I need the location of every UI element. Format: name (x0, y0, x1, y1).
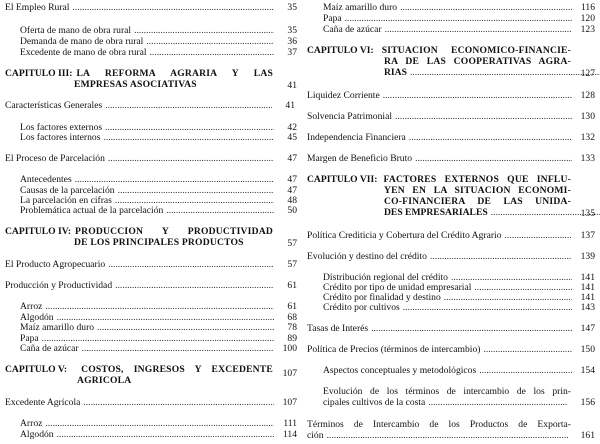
toc-entry-title: Producción y Productividad (5, 280, 113, 291)
toc-page: 57 (287, 238, 297, 249)
toc-entry (20, 301, 297, 312)
chapter-heading (5, 364, 297, 386)
toc-entry (323, 365, 595, 376)
toc-entry-title: Arroz (20, 301, 43, 312)
toc-leader (83, 397, 274, 408)
toc-page: 139 (580, 251, 595, 262)
toc-entry-title: Algodón (20, 312, 54, 323)
toc-page: 147 (580, 323, 595, 334)
toc-page: 161 (580, 430, 595, 441)
toc-entry-title: Maíz amarillo duro (20, 322, 95, 333)
toc-page: 41 (285, 100, 295, 111)
toc-page: 35 (287, 2, 297, 13)
toc-entry-title: Antecedentes (20, 174, 72, 185)
toc-leader (166, 205, 274, 216)
toc-page: 35 (287, 25, 297, 36)
toc-page: 37 (287, 47, 297, 58)
toc-leader (146, 36, 274, 47)
toc-entry (307, 323, 595, 334)
chapter-title-line: FACTORES EXTERNOS QUE INFLU- (383, 174, 571, 185)
toc-leader (108, 259, 274, 270)
toc-leader (407, 67, 600, 78)
toc-leader (327, 430, 568, 441)
toc-entry (323, 2, 595, 13)
chapter-label: CAPITULO VII: (307, 174, 378, 185)
toc-entry (5, 397, 297, 408)
toc-page: 50 (287, 205, 297, 216)
toc-entry-title: El Producto Agropecuario (5, 259, 106, 270)
chapter-title-line: RIAS (384, 67, 407, 78)
toc-leader (150, 47, 274, 58)
toc-entry (5, 100, 295, 111)
toc-entry-title: Política Crediticia y Cobertura del Crédito Agrario (307, 230, 502, 241)
toc-page: 89 (287, 333, 297, 344)
toc-page: 47 (287, 153, 297, 164)
toc-entry-title-line: ción . . . (307, 430, 571, 441)
toc-leader (75, 174, 274, 185)
toc-entry-title: Caña de azúcar (323, 24, 382, 35)
toc-leader (45, 301, 274, 312)
toc-page: 141 (580, 272, 595, 283)
chapter-title-line: DES EMPRESARIALES (384, 207, 488, 218)
chapter-label: CAPITULO V: (5, 364, 68, 375)
toc-page: 150 (580, 344, 595, 355)
toc-entry (5, 2, 297, 13)
toc-page: 143 (580, 302, 595, 313)
toc-leader (82, 343, 274, 354)
toc-entry (20, 36, 297, 47)
toc-entry-title: Oferta de mano de obra rural (20, 25, 132, 36)
toc-leader (134, 25, 274, 36)
toc-leader (395, 111, 572, 122)
toc-page: 61 (287, 280, 297, 291)
toc-leader (371, 323, 572, 334)
toc-entry-title: Liquidez Corriente (307, 90, 380, 101)
toc-page: 120 (580, 13, 595, 24)
toc-entry-title: Excedente Agrícola (5, 397, 81, 408)
toc-leader (45, 418, 274, 429)
toc-entry-title: Excedente de mano de obra rural (20, 47, 147, 58)
chapter-label: CAPITULO III: (5, 68, 73, 79)
toc-leader (97, 322, 274, 333)
toc-entry (307, 230, 595, 241)
toc-page: 156 (580, 397, 595, 408)
toc-entry-title: Papa (323, 13, 342, 24)
toc-leader (108, 153, 274, 164)
chapter-heading (5, 226, 297, 248)
toc-page: 154 (580, 365, 595, 376)
chapter-label: CAPITULO IV: (5, 226, 72, 237)
toc-page: 114 (282, 429, 297, 440)
toc-entry-title: Distribución regional del crédito (323, 272, 448, 283)
toc-leader (505, 230, 573, 241)
toc-entry-title: Los factores internos (20, 132, 101, 143)
toc-entry (20, 205, 297, 216)
toc-page: 36 (287, 36, 297, 47)
toc-entry-title: Algodón (20, 429, 54, 440)
toc-leader (483, 344, 572, 355)
toc-entry-title-line: Evolución de los términos de intercambio de los prin- (323, 386, 571, 397)
toc-page: 47 (287, 185, 297, 196)
toc-entry-title: Evolución y destino del crédito (307, 251, 427, 262)
toc-page: 45 (287, 132, 297, 143)
toc-entry (20, 25, 297, 36)
toc-page: 78 (287, 322, 297, 333)
toc-leader (72, 2, 274, 13)
toc-leader (403, 302, 572, 313)
chapter-title-line: SITUACION ECONOMICO-FINANCIE- (381, 45, 571, 56)
toc-leader (103, 132, 274, 143)
toc-entry-title: Problemática actual de la parcelación (20, 205, 164, 216)
toc-page: 100 (282, 343, 297, 354)
toc-entry (20, 343, 297, 354)
toc-entry (307, 90, 595, 101)
toc-entry-title: Crédito por finalidad y destino (323, 292, 441, 303)
chapter-title-line: RA DE LAS COOPERATIVAS AGRA- (384, 56, 571, 67)
toc-entry-title: Papa (20, 333, 39, 344)
chapter-label: CAPITULO VI: (307, 45, 374, 56)
toc-entry-title: El Proceso de Parcelación (5, 153, 105, 164)
toc-leader (385, 24, 572, 35)
toc-entry-title: Independencia Financiera (307, 132, 406, 143)
toc-leader (57, 429, 274, 440)
toc-leader (345, 13, 572, 24)
chapter-title-line: PRODUCCION Y PRODUCTIVIDAD (75, 226, 273, 237)
chapter-heading (5, 68, 297, 90)
toc-entry-title: Crédito por cultivos (323, 302, 400, 313)
toc-entry (20, 429, 297, 440)
toc-entry-title: Arroz (20, 418, 43, 429)
chapter-title-line: EMPRESAS ASOCIATIVAS (74, 79, 197, 90)
toc-entry (323, 24, 595, 35)
toc-entry-multiline (307, 419, 595, 441)
toc-page: 61 (287, 301, 297, 312)
toc-entry (20, 132, 297, 143)
toc-page: 41 (287, 80, 297, 91)
chapter-title-line: COSTOS, INGRESOS Y EXCEDENTE (81, 364, 273, 375)
toc-page: 111 (283, 418, 297, 429)
toc-entry (20, 174, 297, 185)
toc-page: 141 (580, 282, 595, 293)
toc-entry (323, 302, 595, 313)
toc-leader (409, 132, 572, 143)
toc-entry-title: Solvencia Patrimonial (307, 111, 392, 122)
toc-page: 128 (580, 90, 595, 101)
toc-entry (307, 251, 595, 262)
chapter-title-line: CO-FINANCIERA DE LAS UNIDA- (384, 196, 571, 207)
toc-leader (400, 2, 572, 13)
toc-entry (5, 153, 297, 164)
chapter-title-line: YEN EN LA SITUACION ECONOMI- (384, 185, 571, 196)
toc-entry-title: Aspectos conceptuales y metodológicos (323, 365, 477, 376)
chapter-heading (307, 174, 595, 218)
toc-entry-title: Tasas de Interés (307, 323, 369, 334)
toc-entry-title: Caña de azúcar (20, 343, 79, 354)
toc-page: 141 (580, 292, 595, 303)
toc-leader (415, 153, 572, 164)
toc-entry-title: Crédito por tipo de unidad empresarial (323, 282, 472, 293)
toc-entry-title: Maíz amarillo duro (323, 2, 398, 13)
toc-page: 137 (580, 230, 595, 241)
toc-page: 123 (580, 24, 595, 35)
toc-page: 135 (580, 208, 595, 219)
toc-entry-title: Demanda de mano de obra rural (20, 36, 144, 47)
chapter-heading (307, 45, 595, 78)
toc-page: 132 (580, 132, 595, 143)
chapter-title-line: AGRICOLA (77, 375, 132, 386)
toc-page: 130 (580, 111, 595, 122)
toc-entry (307, 153, 595, 164)
toc-page: 68 (287, 312, 297, 323)
toc-page: 48 (287, 195, 297, 206)
toc-entry (20, 322, 297, 333)
toc-page: 107 (282, 368, 297, 379)
toc-leader (105, 100, 272, 111)
toc-entry-title: Características Generales (5, 100, 103, 111)
toc-entry (307, 344, 595, 355)
toc-entry-title: Causas de la parcelación (20, 185, 115, 196)
toc-entry-multiline (323, 386, 595, 408)
toc-entry-title: Política de Precios (términos de intercambio) (307, 344, 481, 355)
toc-leader (383, 90, 572, 101)
toc-leader (428, 397, 568, 408)
toc-page: 107 (282, 397, 297, 408)
toc-entry (323, 13, 595, 24)
toc-page: 57 (287, 259, 297, 270)
toc-entry-title: El Empleo Rural (5, 2, 70, 13)
toc-entry-title-line: Términos de Intercambio de los Productos de Exporta- (307, 419, 571, 430)
toc-entry (20, 418, 297, 429)
toc-page: 127 (580, 68, 595, 79)
toc-entry (20, 47, 297, 58)
toc-entry (5, 259, 297, 270)
chapter-title-line: LA REFORMA AGRARIA Y LAS (76, 68, 273, 79)
toc-entry-title-line: cipales cultivos de la costa . . . (323, 397, 571, 408)
toc-leader (430, 251, 572, 262)
toc-page: 47 (287, 174, 297, 185)
toc-entry-title: Los factores externos (20, 122, 103, 133)
toc-entry-title: Margen de Beneficio Bruto (307, 153, 413, 164)
toc-page: 133 (580, 153, 595, 164)
toc-entry (307, 111, 595, 122)
toc-entry-title: La parcelación en cifras (20, 195, 112, 206)
chapter-title-line: DE LOS PRINCIPALES PRODUCTOS (74, 237, 244, 248)
toc-leader (479, 365, 572, 376)
toc-entry (307, 132, 595, 143)
toc-leader (115, 280, 274, 291)
toc-entry (5, 280, 297, 291)
toc-page: 42 (287, 122, 297, 133)
toc-page: 116 (580, 2, 595, 13)
